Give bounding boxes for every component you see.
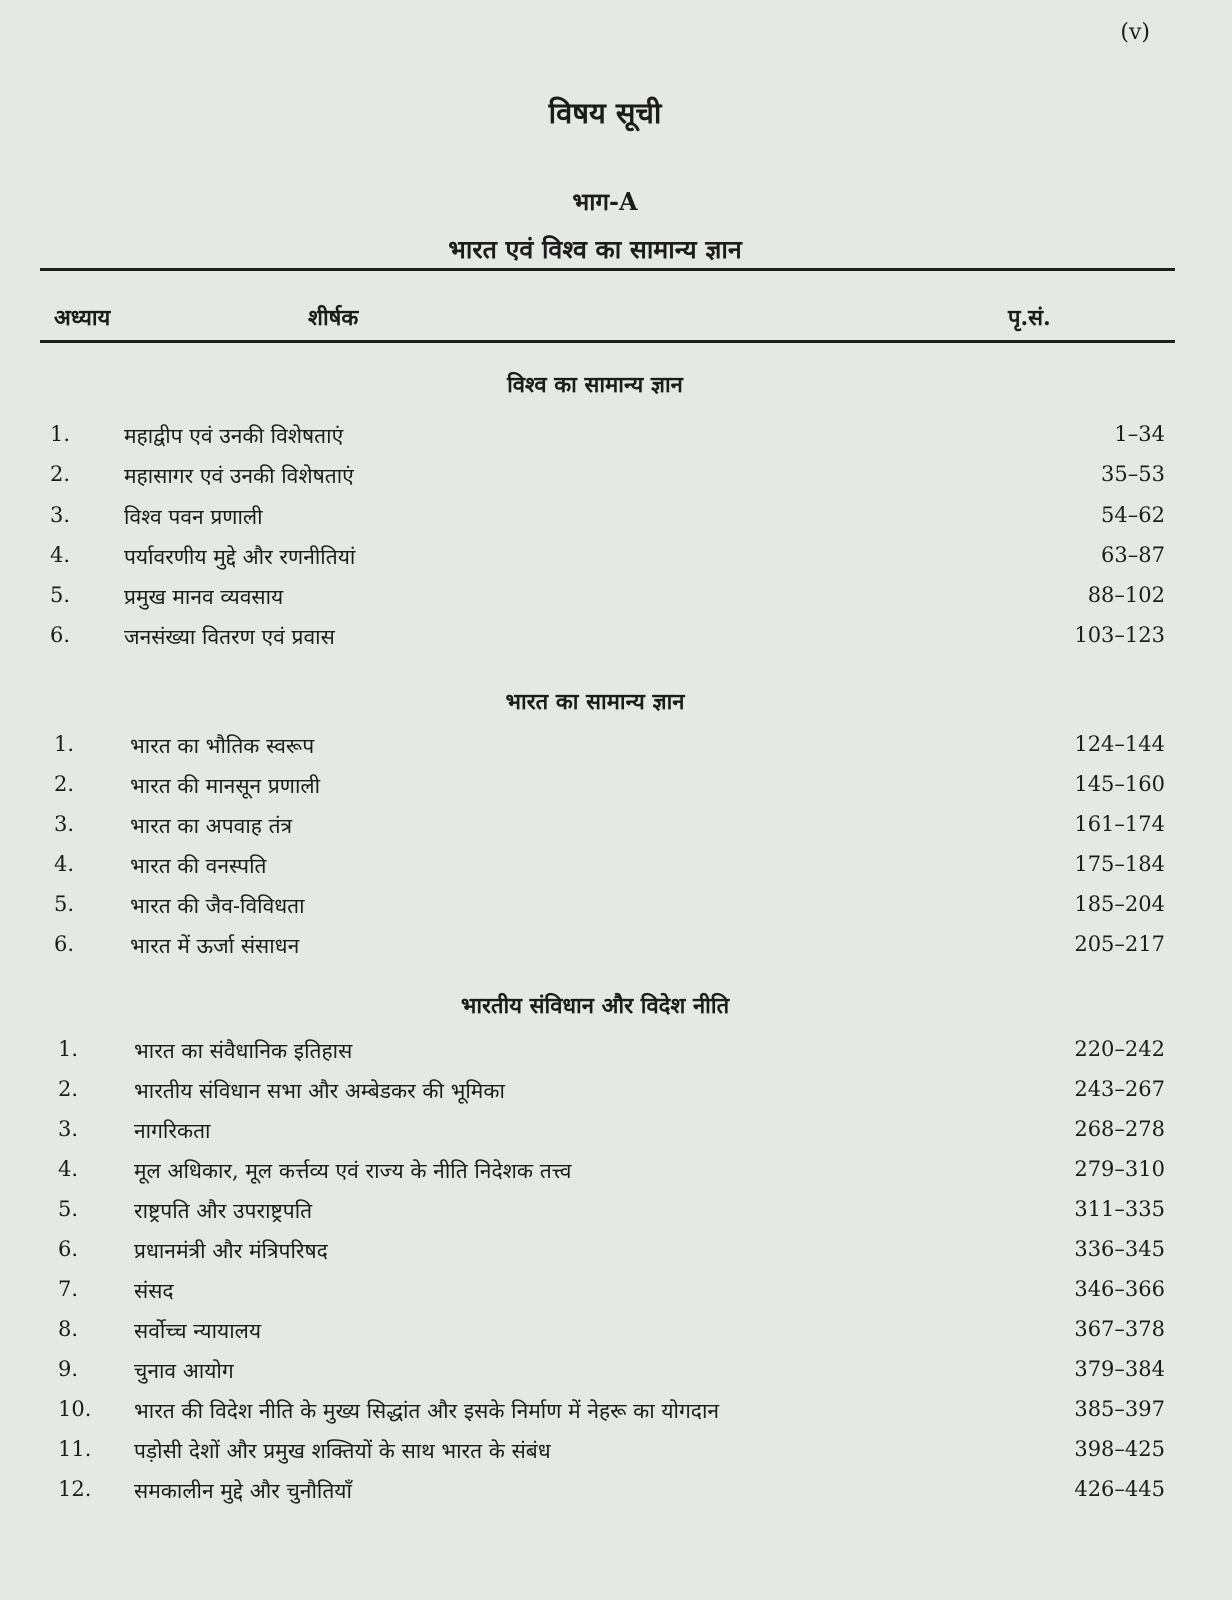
toc-entry [0, 1357, 1232, 1389]
page-range: 175–184 [1074, 852, 1165, 876]
chapter-number: 5. [50, 583, 71, 607]
toc-entry [0, 892, 1232, 924]
page-range: 220–242 [1074, 1037, 1165, 1061]
toc-entry [0, 932, 1232, 964]
page-range: 268–278 [1074, 1117, 1165, 1141]
toc-entry [0, 1317, 1232, 1349]
chapter-number: 7. [58, 1277, 79, 1301]
page-range: 336–345 [1074, 1237, 1165, 1261]
page-range: 279–310 [1074, 1157, 1165, 1181]
column-header-chapter: अध्याय [54, 305, 111, 331]
page-range: 205–217 [1074, 932, 1165, 956]
chapter-title: समकालीन मुद्दे और चुनौतियाँ [134, 1479, 352, 1503]
page-range: 161–174 [1074, 812, 1165, 836]
chapter-number: 4. [58, 1157, 79, 1181]
chapter-title: महाद्वीप एवं उनकी विशेषताएं [124, 424, 344, 448]
chapter-title: राष्ट्रपति और उपराष्ट्रपति [134, 1199, 313, 1223]
chapter-number: 3. [54, 812, 75, 836]
chapter-number: 5. [58, 1197, 79, 1221]
toc-entry [0, 1237, 1232, 1269]
page-number: (v) [1120, 20, 1150, 45]
chapter-number: 8. [58, 1317, 79, 1341]
page-range: 398–425 [1074, 1437, 1165, 1461]
chapter-number: 1. [50, 422, 71, 446]
chapter-number: 6. [50, 623, 71, 647]
toc-entry [0, 543, 1232, 575]
page-range: 63–87 [1101, 543, 1165, 567]
toc-entry [0, 1117, 1232, 1149]
chapter-number: 6. [54, 932, 75, 956]
toc-entry [0, 422, 1232, 454]
toc-entry [0, 1077, 1232, 1109]
page-range: 426–445 [1074, 1477, 1165, 1501]
page-range: 103–123 [1074, 623, 1165, 647]
page-range: 311–335 [1074, 1197, 1165, 1221]
page-range: 1–34 [1114, 422, 1165, 446]
toc-entry [0, 1157, 1232, 1189]
chapter-number: 4. [54, 852, 75, 876]
page-range: 88–102 [1087, 583, 1165, 607]
part-label: भाग-A [572, 187, 638, 216]
chapter-number: 10. [58, 1397, 92, 1421]
chapter-number: 2. [58, 1077, 79, 1101]
chapter-title: संसद [134, 1279, 174, 1303]
page-range: 385–397 [1074, 1397, 1165, 1421]
page-range: 124–144 [1074, 732, 1165, 756]
toc-entry [0, 1397, 1232, 1429]
page-range: 35–53 [1101, 462, 1165, 486]
chapter-number: 2. [54, 772, 75, 796]
chapter-title: भारत में ऊर्जा संसाधन [130, 934, 300, 958]
toc-entry [0, 503, 1232, 535]
chapter-title: सर्वोच्च न्यायालय [134, 1319, 262, 1343]
toc-entry [0, 852, 1232, 884]
chapter-number: 3. [58, 1117, 79, 1141]
chapter-title: भारत की विदेश नीति के मुख्य सिद्धांत और इसके निर्माण में नेहरू का योगदान [134, 1399, 720, 1423]
page-range: 54–62 [1101, 503, 1165, 527]
chapter-number: 11. [58, 1437, 92, 1461]
chapter-title: मूल अधिकार, मूल कर्त्तव्य एवं राज्य के नीति निदेशक तत्त्व [134, 1159, 572, 1183]
page-range: 367–378 [1074, 1317, 1165, 1341]
toc-entry [0, 462, 1232, 494]
toc-entry [0, 732, 1232, 764]
chapter-title: विश्व पवन प्रणाली [124, 505, 263, 529]
chapter-title: भारत की मानसून प्रणाली [130, 774, 321, 798]
section-heading-constitution: भारतीय संविधान और विदेश नीति [460, 993, 730, 1019]
section-heading-world-gk: विश्व का सामान्य ज्ञान [507, 372, 683, 398]
header-top-rule [40, 268, 1175, 271]
chapter-title: नागरिकता [134, 1119, 211, 1143]
toc-entry [0, 1477, 1232, 1509]
page-title: विषय सूची [548, 96, 662, 130]
toc-entry [0, 1277, 1232, 1309]
chapter-number: 2. [50, 462, 71, 486]
chapter-title: प्रमुख मानव व्यवसाय [124, 585, 284, 609]
chapter-number: 1. [58, 1037, 79, 1061]
toc-entry [0, 812, 1232, 844]
page-range: 379–384 [1074, 1357, 1165, 1381]
chapter-title: प्रधानमंत्री और मंत्रिपरिषद [134, 1239, 328, 1263]
page-range: 185–204 [1074, 892, 1165, 916]
chapter-title: भारत का संवैधानिक इतिहास [134, 1039, 353, 1063]
header-bottom-rule [40, 340, 1175, 343]
toc-entry [0, 772, 1232, 804]
chapter-number: 5. [54, 892, 75, 916]
chapter-title: भारतीय संविधान सभा और अम्बेडकर की भूमिका [134, 1079, 505, 1103]
page-range: 346–366 [1074, 1277, 1165, 1301]
chapter-number: 9. [58, 1357, 79, 1381]
toc-entry [0, 623, 1232, 655]
chapter-title: भारत का भौतिक स्वरूप [130, 734, 315, 758]
chapter-title: भारत की जैव-विविधता [130, 894, 305, 918]
chapter-title: भारत की वनस्पति [130, 854, 267, 878]
chapter-title: भारत का अपवाह तंत्र [130, 814, 293, 838]
chapter-number: 1. [54, 732, 75, 756]
column-header-title: शीर्षक [308, 305, 359, 331]
chapter-number: 3. [50, 503, 71, 527]
chapter-title: जनसंख्या वितरण एवं प्रवास [124, 625, 335, 649]
toc-entry [0, 1437, 1232, 1469]
chapter-number: 4. [50, 543, 71, 567]
page-range: 243–267 [1074, 1077, 1165, 1101]
part-subtitle: भारत एवं विश्व का सामान्य ज्ञान [448, 235, 742, 264]
column-header-pages: पृ.सं. [1008, 305, 1051, 331]
toc-entry [0, 1197, 1232, 1229]
chapter-title: पर्यावरणीय मुद्दे और रणनीतियां [124, 545, 356, 569]
toc-entry [0, 583, 1232, 615]
chapter-number: 12. [58, 1477, 92, 1501]
chapter-number: 6. [58, 1237, 79, 1261]
page-range: 145–160 [1074, 772, 1165, 796]
chapter-title: महासागर एवं उनकी विशेषताएं [124, 464, 354, 488]
chapter-title: चुनाव आयोग [134, 1359, 234, 1383]
chapter-title: पड़ोसी देशों और प्रमुख शक्तियों के साथ भारत के संबंध [134, 1439, 551, 1463]
section-heading-india-gk: भारत का सामान्य ज्ञान [505, 689, 685, 715]
toc-entry [0, 1037, 1232, 1069]
